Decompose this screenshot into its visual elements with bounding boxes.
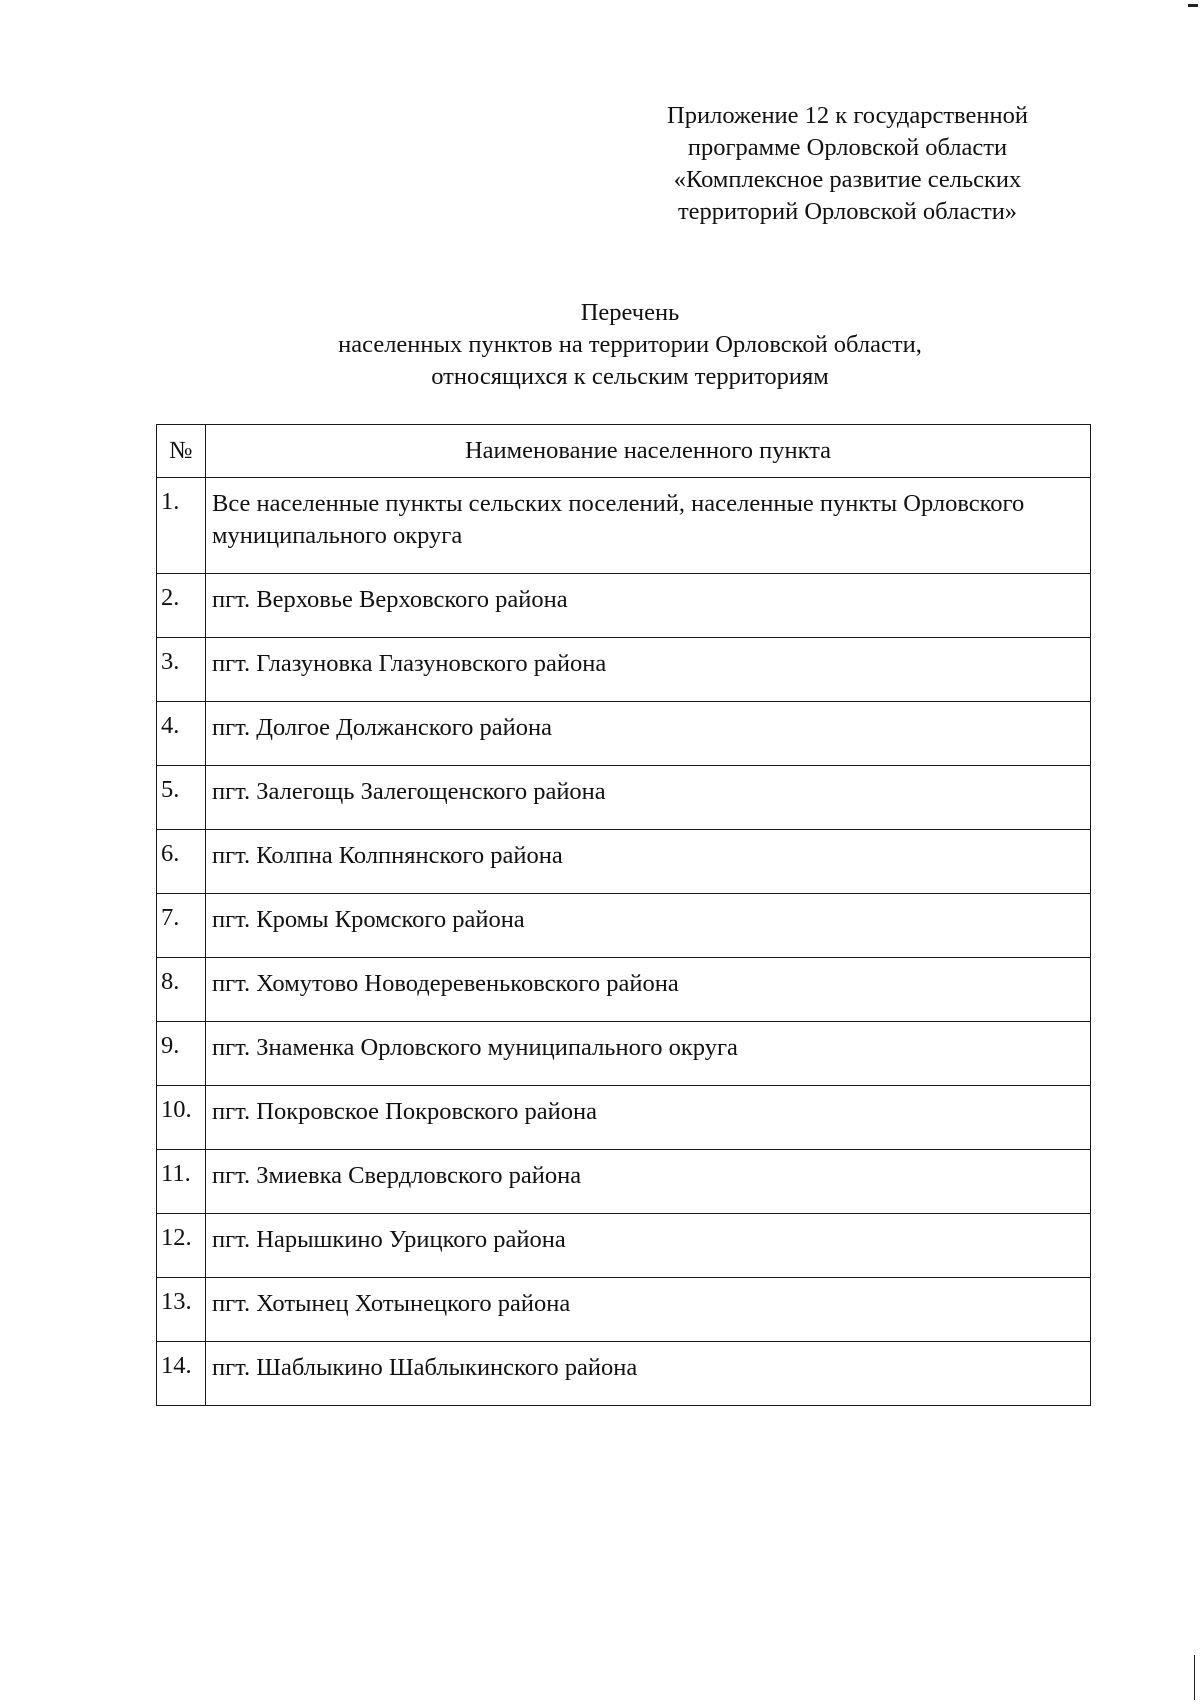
row-number: 14. (157, 1342, 206, 1406)
row-number: 4. (157, 702, 206, 766)
appendix-line: программе Орловской области (687, 134, 1008, 161)
table-row (157, 478, 1091, 574)
appendix-line: территорий Орловской области» (677, 198, 1018, 225)
table-row (157, 1086, 1091, 1150)
settlement-name: Все населенные пункты сельских поселений, населенные пункты Орловского муниципального округа (206, 478, 1091, 574)
row-number: 12. (157, 1214, 206, 1278)
scan-edge-mark (1194, 1655, 1195, 1700)
row-number: 1. (157, 478, 206, 574)
table-row (157, 1278, 1091, 1342)
settlement-name: пгт. Залегощь Залегощенского района (206, 766, 1091, 830)
title-heading: Перечень (580, 299, 680, 326)
document-title (140, 297, 1120, 393)
appendix-line: Приложение 12 к государственной (667, 102, 1028, 129)
row-number: 5. (157, 766, 206, 830)
table-row (157, 1150, 1091, 1214)
table-row (157, 766, 1091, 830)
settlement-name: пгт. Хотынец Хотынецкого района (206, 1278, 1091, 1342)
row-number: 2. (157, 574, 206, 638)
settlement-name: пгт. Змиевка Свердловского района (206, 1150, 1091, 1214)
settlement-name: пгт. Знаменка Орловского муниципального округа (206, 1022, 1091, 1086)
table-row (157, 830, 1091, 894)
row-number: 6. (157, 830, 206, 894)
table-row (157, 574, 1091, 638)
table-row (157, 702, 1091, 766)
row-number: 7. (157, 894, 206, 958)
table-row (157, 894, 1091, 958)
table-row (157, 638, 1091, 702)
appendix-note (620, 100, 1075, 228)
table-row (157, 1214, 1091, 1278)
settlement-name: пгт. Нарышкино Урицкого района (206, 1214, 1091, 1278)
table-row (157, 1022, 1091, 1086)
settlement-name: пгт. Покровское Покровского района (206, 1086, 1091, 1150)
row-number: 8. (157, 958, 206, 1022)
settlement-name: пгт. Колпна Колпнянского района (206, 830, 1091, 894)
settlement-name: пгт. Хомутово Новодеревеньковского района (206, 958, 1091, 1022)
settlement-name: пгт. Глазуновка Глазуновского района (206, 638, 1091, 702)
settlement-name: пгт. Долгое Должанского района (206, 702, 1091, 766)
row-number: 9. (157, 1022, 206, 1086)
name-column-header: Наименование населенного пункта (206, 425, 1091, 478)
scan-edge-mark (1188, 4, 1198, 7)
row-number: 10. (157, 1086, 206, 1150)
table-row (157, 1342, 1091, 1406)
row-number: 11. (157, 1150, 206, 1214)
title-line: населенных пунктов на территории Орловской области, (338, 331, 922, 358)
table-row (157, 958, 1091, 1022)
title-line: относящихся к сельским территориям (431, 363, 829, 390)
table-header-row (157, 425, 1091, 478)
appendix-line: «Комплексное развитие сельских (673, 166, 1022, 193)
number-column-header: № (157, 425, 206, 478)
settlement-name: пгт. Кромы Кромского района (206, 894, 1091, 958)
row-number: 13. (157, 1278, 206, 1342)
settlements-table (156, 424, 1091, 1406)
row-number: 3. (157, 638, 206, 702)
settlement-name: пгт. Верховье Верховского района (206, 574, 1091, 638)
settlement-name: пгт. Шаблыкино Шаблыкинского района (206, 1342, 1091, 1406)
